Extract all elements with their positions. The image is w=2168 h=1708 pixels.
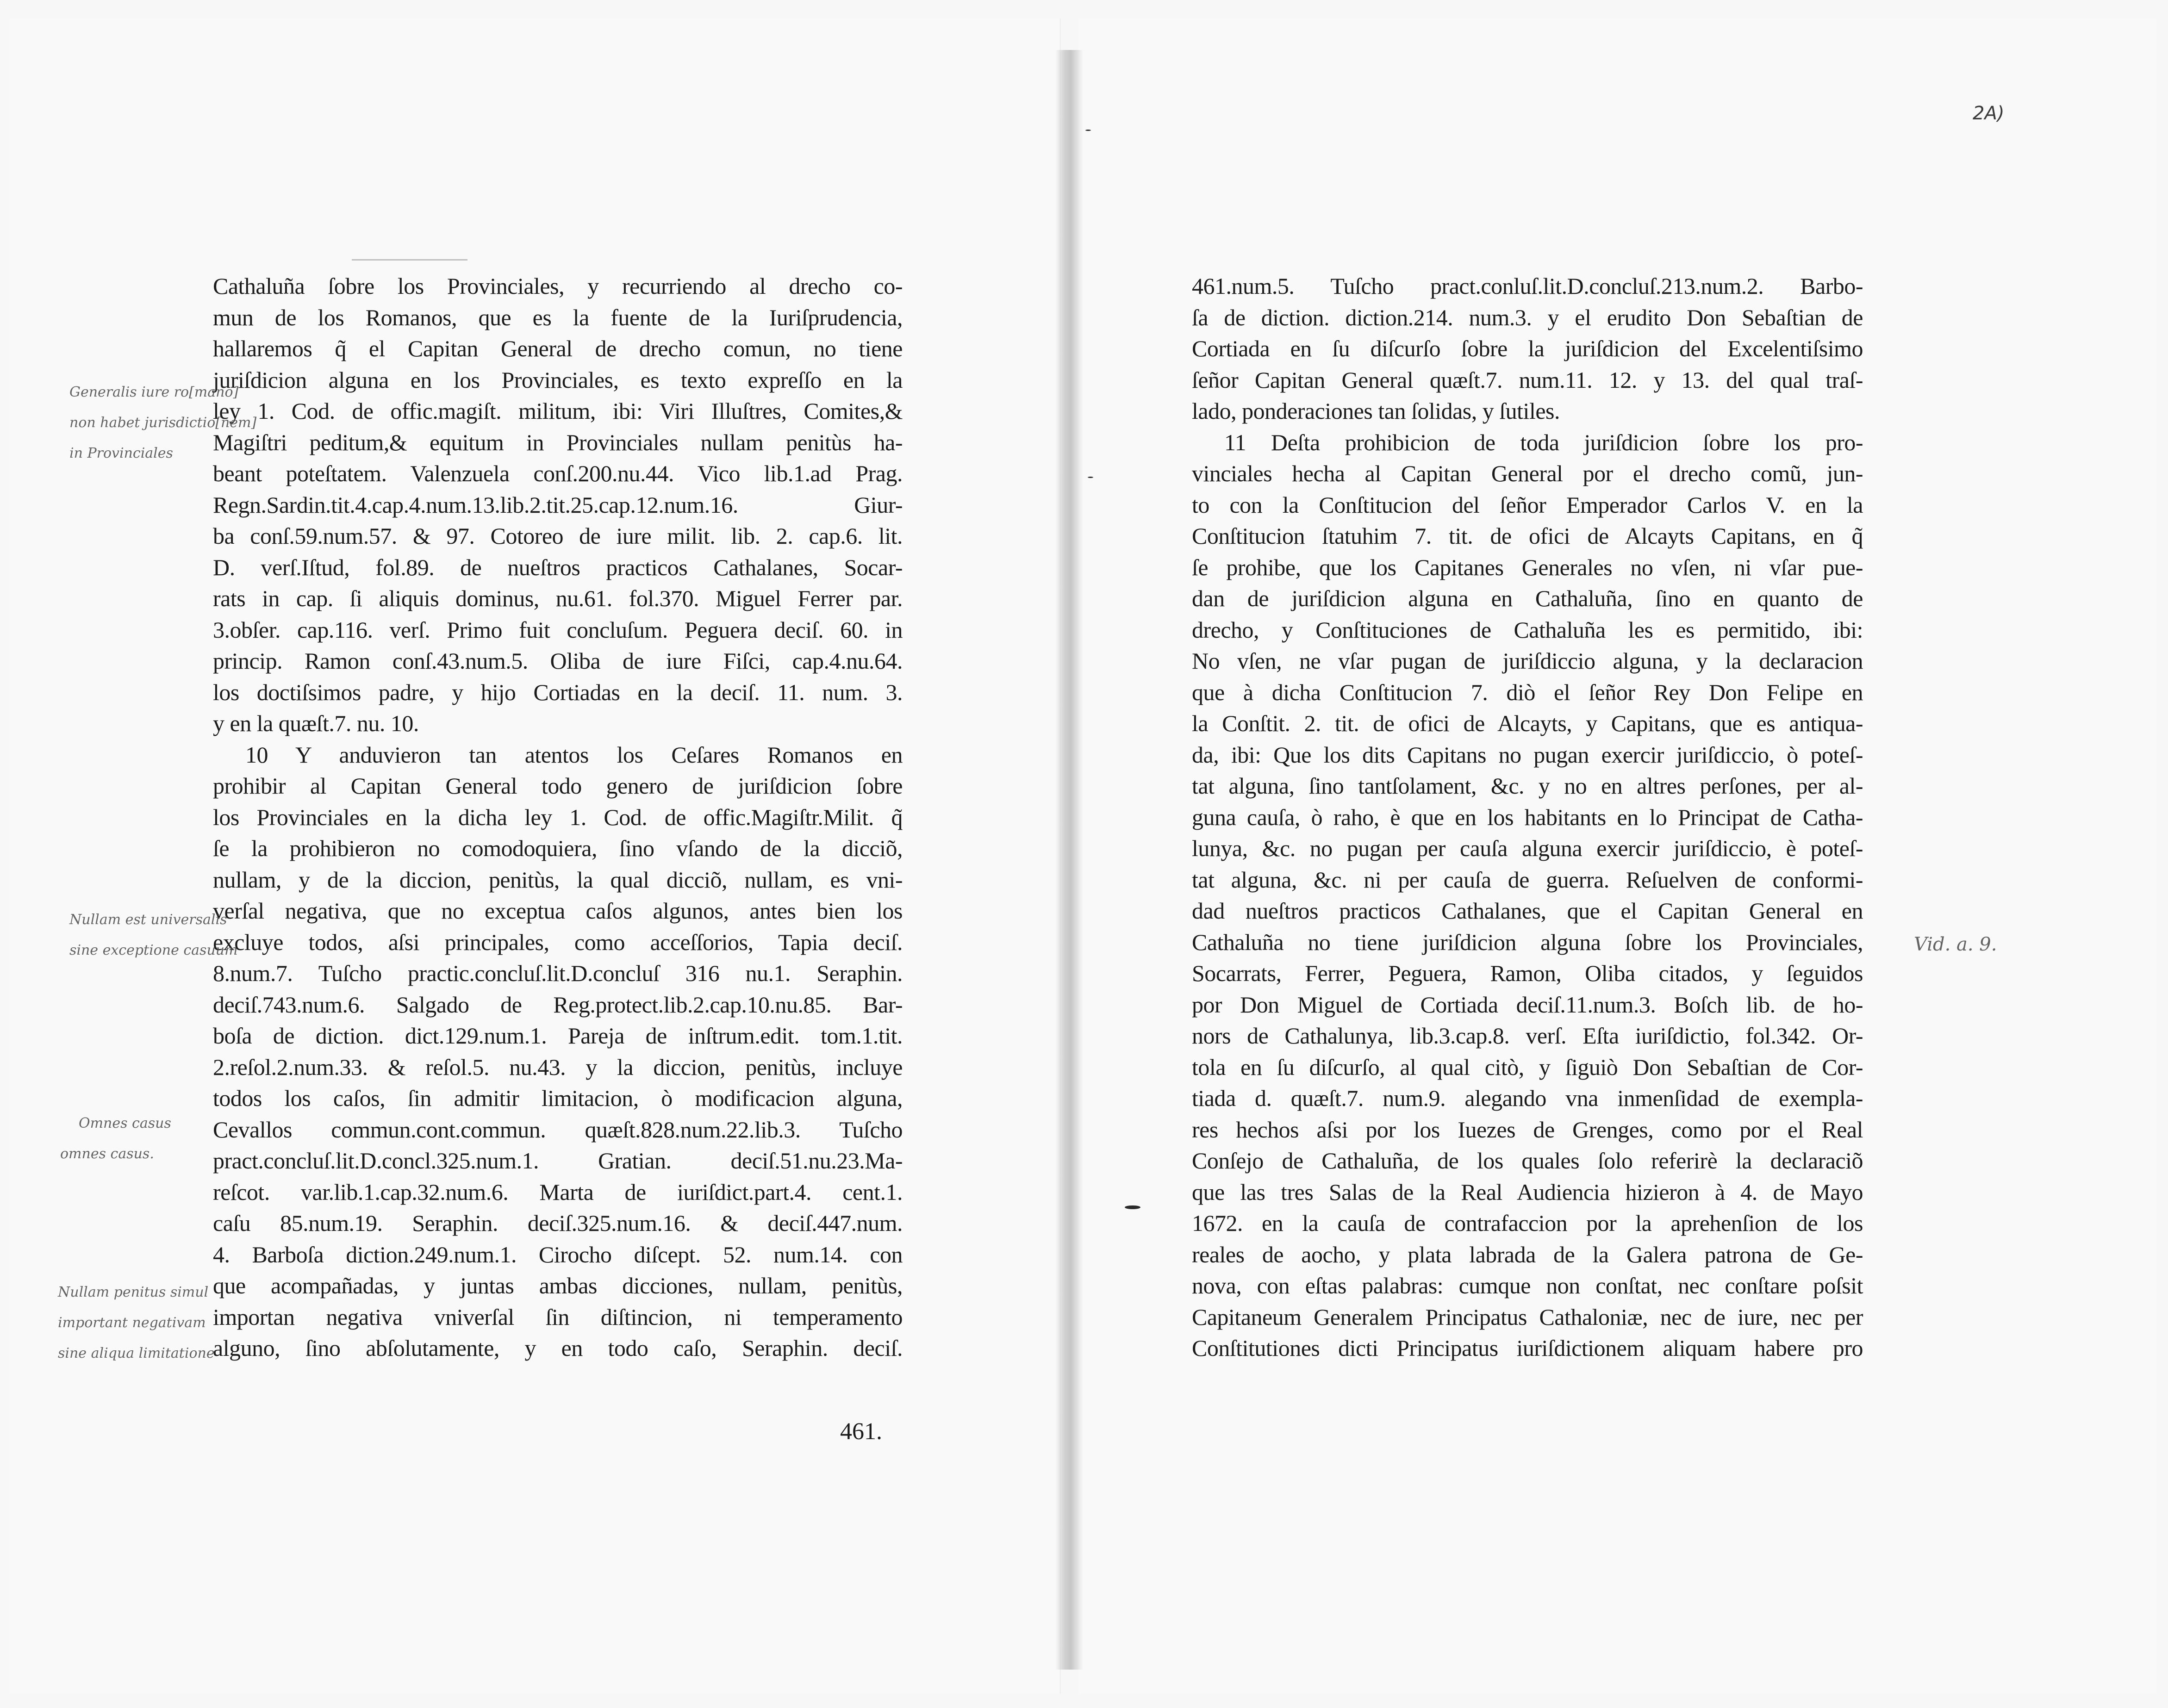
text-line: nova, con eſtas palabras: cumque non conſtat, nec conſtare poſsit — [1192, 1273, 1863, 1298]
text-line: que las tres Salas de la Real Audiencia hizieron à 4. de Mayo — [1192, 1179, 1863, 1205]
margin-note-line: Nullam penitus simul — [58, 1284, 209, 1300]
text-line: Cathaluña ſobre los Provinciales, y recurriendo al drecho co- — [213, 273, 903, 299]
text-line: lunya, &c. no pugan per cauſa alguna exercir juriſdiccio, è poteſ- — [1192, 835, 1863, 861]
text-line: drecho, y Conſtituciones de Cathaluña les es permitido, ibi: — [1192, 616, 1863, 643]
text-line: No vſen, ne vſar pugan de juriſdiccio alguna, y la declaracion — [1192, 648, 1863, 674]
margin-note-line: Vid. a. 9. — [1914, 934, 1997, 955]
text-line: los Provinciales en la dicha ley 1. Cod. de offic.Magiſtr.Milit. q̃ — [213, 804, 903, 830]
text-line: que acompañadas, y juntas ambas dicciones, nullam, penitùs, — [213, 1273, 903, 1298]
text-line: Magiſtri peditum,& equitum in Provinciales nullam penitùs ha- — [213, 429, 903, 455]
margin-note-handwritten — [58, 1277, 215, 1369]
text-line: tola en ſu diſcurſo, al qual citò, y ſiguiò Don Sebaſtian de Cor- — [1192, 1054, 1863, 1080]
margin-note-handwritten — [60, 1108, 171, 1169]
margin-note-line: sine aliqua limitatione — [58, 1345, 215, 1361]
margin-note-handwritten — [69, 905, 238, 966]
text-line: 4. Barboſa diction.249.num.1. Cirocho diſcept. 52. num.14. con — [213, 1241, 903, 1267]
text-line: D. verſ.Iſtud, fol.89. de nueſtros practicos Cathalanes, Socar- — [213, 554, 903, 580]
margin-note-line: Nullam est universalis — [69, 912, 227, 928]
text-line: que à dicha Conſtitucion 7. diò el ſeñor Rey Don Felipe en — [1192, 679, 1863, 705]
text-line: beant poteſtatem. Valenzuela conſ.200.nu.44. Vico lib.1.ad Prag. — [213, 460, 903, 486]
text-line: da, ibi: Que los dits Capitans no pugan exercir juriſdiccio, ò poteſ- — [1192, 741, 1863, 768]
margin-note-line: important negativam — [58, 1315, 206, 1331]
text-line: rats in cap. ſi aliquis dominus, nu.61. fol.370. Miguel Ferrer par. — [213, 585, 903, 611]
text-line: y en la quæſt.7. nu. 10. — [213, 710, 419, 736]
text-line: verſal negativa, que no exceptua caſos algunos, antes bien los — [213, 898, 903, 924]
text-line: por Don Miguel de Cortiada deciſ.11.num.3. Boſch lib. de ho- — [1192, 991, 1863, 1018]
margin-note-line: non habet jurisdictio[nem] — [69, 415, 257, 431]
text-line: importan negativa vniverſal ſin diſtincion, ni temperamento — [213, 1304, 903, 1330]
margin-note-line: in Provinciales — [69, 445, 173, 461]
text-line: la Conſtit. 2. tit. de ofici de Alcayts, y Capitans, que es antiqua- — [1192, 710, 1863, 736]
text-line: princip. Ramon conſ.43.num.5. Oliba de iure Fiſci, cap.4.nu.64. — [213, 648, 903, 674]
text-line: caſu 85.num.19. Seraphin. deciſ.325.num.16. & deciſ.447.num. — [213, 1210, 903, 1236]
text-line: reſcot. var.lib.1.cap.32.num.6. Marta de iuriſdict.part.4. cent.1. — [213, 1179, 903, 1205]
text-line: hallaremos q̃ el Capitan General de drecho comun, no tiene — [213, 335, 903, 361]
text-line: Cathaluña no tiene juriſdicion alguna ſobre los Provinciales, — [1192, 929, 1863, 955]
text-line: boſa de diction. dict.129.num.1. Pareja de inſtrum.edit. tom.1.tit. — [213, 1023, 903, 1049]
book-gutter-shadow — [1055, 50, 1083, 1670]
text-line: nors de Cathalunya, lib.3.cap.8. verſ. Eſta iuriſdictio, fol.342. Or- — [1192, 1023, 1863, 1049]
text-line: dad nueſtros practicos Cathalanes, que el Capitan General en — [1192, 898, 1863, 924]
text-line: Regn.Sardin.tit.4.cap.4.num.13.lib.2.tit.25.cap.12.num.16. Giur- — [213, 491, 903, 518]
text-line: to con la Conſtitucion del ſeñor Emperador Carlos V. en la — [1192, 491, 1863, 518]
text-line: nullam, y de la diccion, penitùs, la qual dicciõ, nullam, es vni- — [213, 866, 903, 893]
text-line: pract.concluſ.lit.D.concl.325.num.1. Gratian. deciſ.51.nu.23.Ma- — [213, 1148, 903, 1174]
paragraph-start-10: 10 Y anduvieron tan atentos los Ceſares Romanos en — [245, 741, 903, 768]
text-line: tiada d. quæſt.7. num.9. alegando vna inmenſidad de exempla- — [1192, 1085, 1863, 1111]
left-page-text — [213, 271, 903, 1364]
text-line: Cevallos commun.cont.commun. quæſt.828.num.22.lib.3. Tuſcho — [213, 1116, 903, 1143]
text-line: ſeñor Capitan General quæſt.7. num.11. 12. y 13. del qual traſ- — [1192, 366, 1863, 393]
text-line: excluye todos, aſsi principales, como acceſſorios, Tapia deciſ. — [213, 929, 903, 955]
text-line: 3.obſer. cap.116. verſ. Primo fuit concluſum. Peguera deciſ. 60. in — [213, 616, 903, 643]
text-line: ſe la prohibieron no comodoquiera, ſino vſando de la dicciõ, — [213, 835, 903, 861]
text-line: ba conſ.59.num.57. & 97. Cotoreo de iure milit. lib. 2. cap.6. lit. — [213, 523, 903, 549]
text-line: lado, ponderaciones tan ſolidas, y ſutiles. — [1192, 398, 1560, 424]
paragraph-start-11: 11 Deſta prohibicion de toda juriſdicion ſobre los pro- — [1224, 429, 1863, 455]
text-line: todos los caſos, ſin admitir limitacion, ò modificacion alguna, — [213, 1085, 903, 1111]
text-line: juriſdicion alguna en los Provinciales, es texto expreſſo en la — [213, 366, 903, 393]
text-line: res hechos aſsi por los Iuezes de Grenges, como por el Real — [1192, 1116, 1863, 1143]
text-line: reales de aocho, y plata labrada de la Galera patrona de Ge- — [1192, 1241, 1863, 1267]
ink-speck — [1125, 1205, 1140, 1209]
margin-note-handwritten — [1914, 929, 1997, 960]
text-line: Cortiada en ſu diſcurſo ſobre la juriſdicion del Excelentiſsimo — [1192, 335, 1863, 361]
right-page-text — [1192, 271, 1863, 1364]
text-line: 2.reſol.2.num.33. & reſol.5. nu.43. y la diccion, penitùs, incluye — [213, 1054, 903, 1080]
text-line: Capitaneum Generalem Principatus Cathaloniæ, nec de iure, nec per — [1192, 1304, 1863, 1330]
text-line: Conſtitutiones dicti Principatus iuriſdictionem aliquam habere pro — [1192, 1335, 1863, 1361]
page-number: 461. — [840, 1418, 882, 1445]
text-line: 461.num.5. Tuſcho pract.conluſ.lit.D.concluſ.213.num.2. Barbo- — [1192, 273, 1863, 299]
text-line: Conſejo de Cathaluña, de los quales ſolo referirè la declaraciõ — [1192, 1148, 1863, 1174]
text-line: 8.num.7. Tuſcho practic.concluſ.lit.D.concluſ 316 nu.1. Seraphin. — [213, 960, 903, 986]
text-line: tat alguna, ſino tantſolament, &c. y no en altres perſones, per al- — [1192, 773, 1863, 799]
margin-note-line: Omnes casus — [79, 1115, 171, 1131]
text-line: tat alguna, &c. ni per cauſa de guerra. Reſuelven de conformi- — [1192, 866, 1863, 893]
margin-note-handwritten — [69, 377, 256, 469]
text-line: ley 1. Cod. de offic.magiſt. militum, ibi: Viri Illuſtres, Comites,& — [213, 398, 903, 424]
ink-speck — [1085, 130, 1091, 131]
text-line: vinciales hecha al Capitan General por el drecho comũ, jun- — [1192, 460, 1863, 486]
ink-speck — [1088, 477, 1093, 478]
text-line: guna cauſa, ò raho, è que en los habitants en lo Principat de Catha- — [1192, 804, 1863, 830]
text-line: mun de los Romanos, que es la fuente de la Iuriſprudencia, — [213, 304, 903, 330]
text-line: prohibir al Capitan General todo genero de juriſdicion ſobre — [213, 773, 903, 799]
margin-note-line: sine exceptione casuum — [69, 942, 238, 958]
text-line: deciſ.743.num.6. Salgado de Reg.protect.lib.2.cap.10.nu.85. Bar- — [213, 991, 903, 1018]
text-line: los doctiſsimos padre, y hijo Cortiadas en la deciſ. 11. num. 3. — [213, 679, 903, 705]
text-line: ſa de diction. diction.214. num.3. y el erudito Don Sebaſtian de — [1192, 304, 1863, 330]
text-line: alguno, ſino abſolutamente, y en todo caſo, Seraphin. deciſ. — [213, 1335, 903, 1361]
margin-note-line: Generalis iure ro[mano] — [69, 384, 239, 400]
text-line: 1672. en la cauſa de contrafaccion por la aprehenſion de los — [1192, 1210, 1863, 1236]
text-line: dan de juriſdicion alguna en Cathaluña, ſino en quanto de — [1192, 585, 1863, 611]
text-line: Socarrats, Ferrer, Peguera, Ramon, Oliba citados, y ſeguidos — [1192, 960, 1863, 986]
text-line: Conſtitucion ſtatuhim 7. tit. de ofici de Alcayts Capitans, en q̃ — [1192, 523, 1863, 549]
text-line: ſe prohibe, que los Capitanes Generales no vſen, ni vſar pue- — [1192, 554, 1863, 580]
margin-note-line: omnes casus. — [60, 1146, 154, 1162]
folio-mark: 2A) — [1973, 103, 2005, 124]
header-rule — [352, 259, 467, 261]
